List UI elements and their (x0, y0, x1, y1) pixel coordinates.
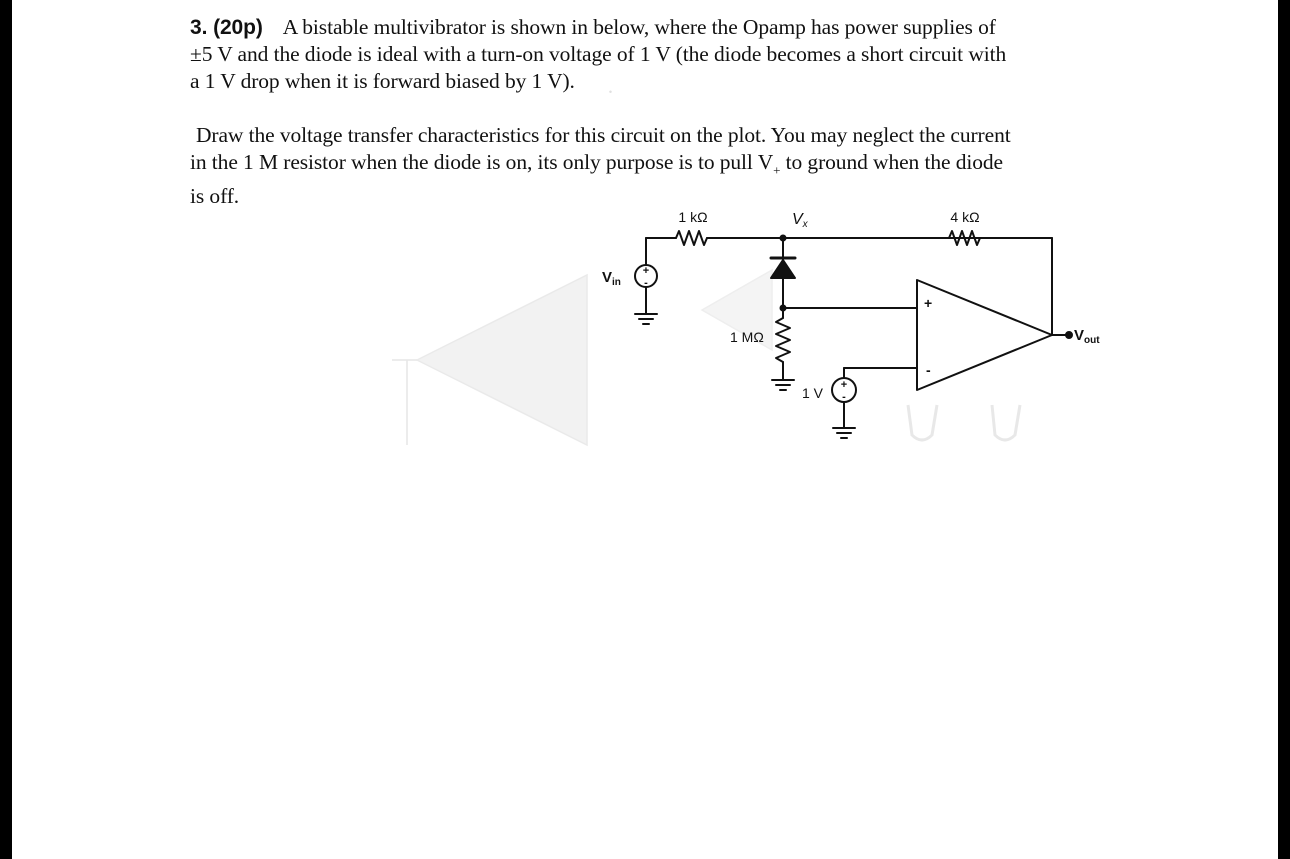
vin-label-main: V (602, 269, 613, 286)
vin-source-plus: + (642, 265, 650, 277)
vx-label (792, 211, 809, 230)
vx-label-sub: x (802, 219, 808, 230)
ref-source-plus: + (840, 379, 848, 391)
instructions-line-2 (190, 149, 1011, 183)
source-ground-icon (833, 428, 855, 438)
ref-source-minus: - (842, 391, 846, 403)
problem-line-1 (190, 14, 1006, 41)
resistor-1k (676, 231, 707, 245)
vout-node (1066, 332, 1072, 338)
source-label: 1 V (802, 385, 824, 401)
vx-label-main: V (792, 211, 803, 228)
question-points: (20p) (213, 16, 263, 39)
problem-text-1: A bistable multivibrator is shown in below, where the Opamp has power supplies of (282, 15, 996, 39)
circuit-diagram (12, 200, 1278, 660)
opamp-plus-label: + (924, 295, 933, 311)
r2-label: 4 kΩ (950, 209, 980, 225)
question-number-text: 3. (190, 16, 208, 39)
vout-label-main: V (1074, 327, 1085, 344)
vin-ground-icon (635, 314, 657, 324)
r1-label: 1 kΩ (678, 209, 708, 225)
vin-label (602, 269, 621, 288)
vout-label (1074, 327, 1100, 346)
r3-label: 1 MΩ (730, 329, 764, 345)
r1m-ground-icon (772, 380, 794, 390)
problem-statement (190, 14, 1006, 95)
vin-source-minus: - (644, 277, 648, 289)
instructions-line-2b: to ground when the diode (780, 150, 1003, 174)
bleed-through-artifact: · (607, 80, 614, 104)
vplus-subscript: + (773, 162, 781, 178)
instructions (190, 122, 1011, 210)
vout-label-sub: out (1084, 335, 1100, 346)
problem-line-2: ±5 V and the diode is ideal with a turn-on voltage of 1 V (the diode becomes a short circuit with (190, 42, 1007, 66)
resistor-1m (776, 318, 790, 362)
opamp-minus-label: - (926, 362, 931, 378)
document-page (12, 0, 1278, 859)
resistor-4k (949, 231, 980, 245)
opamp-symbol (917, 280, 1052, 390)
vin-label-sub: in (612, 277, 621, 288)
instructions-line-1: Draw the voltage transfer characteristics for this circuit on the plot. You may neglect the current (196, 123, 1011, 147)
instructions-line-2a: in the 1 M resistor when the diode is on, its only purpose is to pull V (190, 150, 774, 174)
problem-line-3: a 1 V drop when it is forward biased by 1 V). (190, 69, 575, 93)
diode-symbol (771, 260, 795, 278)
question-number (190, 16, 263, 39)
instructions-line-3: is off. (190, 184, 240, 209)
